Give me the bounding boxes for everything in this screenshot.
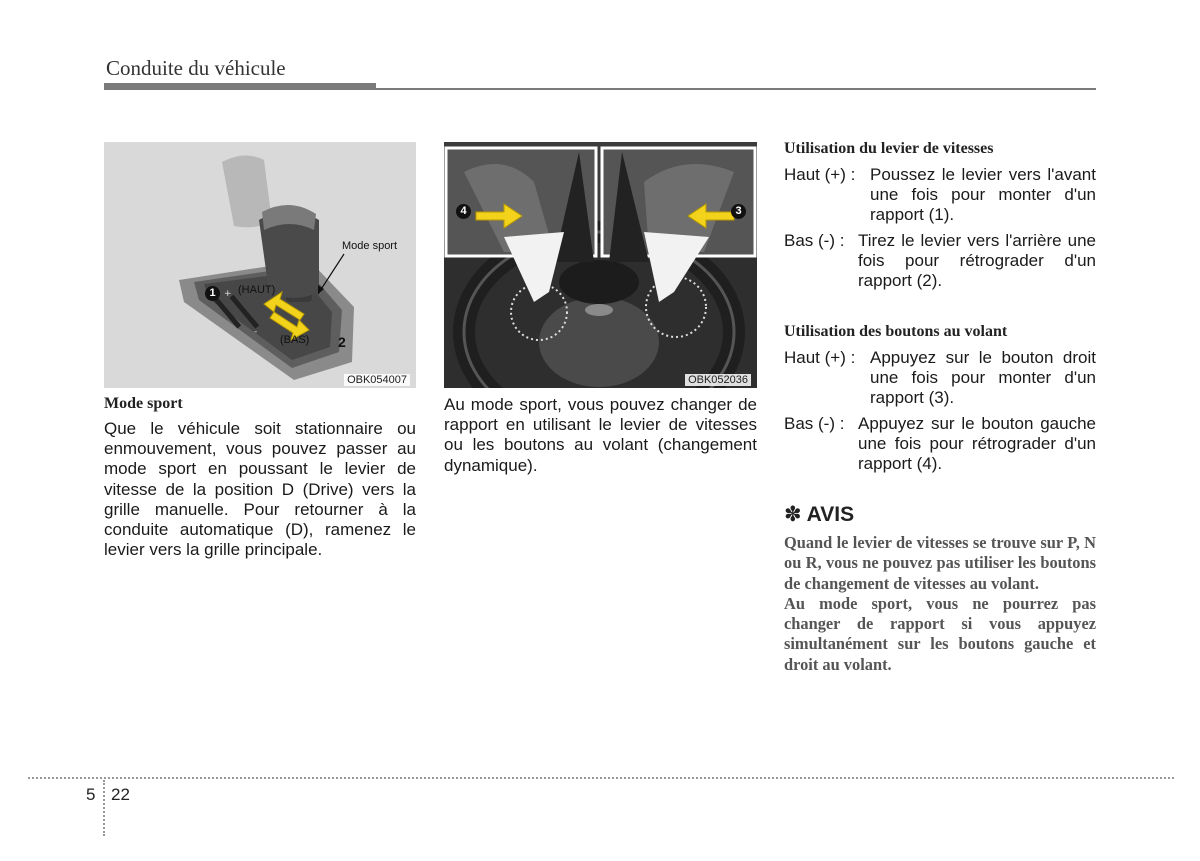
definition-term: Bas (-) :	[784, 414, 845, 433]
mode-sport-callout: Mode sport	[342, 240, 398, 252]
gear-lever-drawing	[104, 142, 416, 388]
notice-paragraph: Au mode sport, vous ne pourrez pas changer de rapport si vous appuyez simultanément sur les boutons gauche et droit au volant.	[784, 593, 1096, 674]
notice-title	[784, 502, 854, 527]
wheel-buttons-heading: Utilisation des boutons au volant	[784, 323, 1008, 340]
header-rule-thick	[104, 83, 376, 90]
definition-description: Poussez le levier vers l'avant une fois pour monter d'un rapport (1).	[870, 165, 1096, 225]
svg-text:-: -	[254, 327, 258, 337]
page-number: 22	[111, 785, 130, 804]
callout-number-4: 4	[456, 204, 471, 219]
header-rule-thin	[376, 88, 1096, 90]
mode-sport-heading: Mode sport	[104, 395, 183, 412]
footer-dotted-divider	[103, 780, 105, 836]
svg-text:+: +	[224, 289, 232, 299]
notice-label: AVIS	[806, 503, 855, 526]
bas-callout: (BAS)	[280, 334, 310, 346]
notice-body	[784, 533, 1096, 675]
figure-code: OBK052036	[685, 374, 751, 386]
haut-callout: (HAUT)	[238, 284, 276, 296]
lever-down-definition	[784, 231, 1096, 293]
wheel-up-definition	[784, 348, 1096, 410]
sport-mode-shift-paragraph: Au mode sport, vous pouvez changer de rapport en utilisant le levier de vitesses ou les boutons au volant (changement dynamique).	[444, 395, 757, 475]
figure-code: OBK054007	[344, 374, 410, 386]
definition-term: Haut (+) :	[784, 165, 856, 184]
definition-description: Tirez le levier vers l'arrière une fois pour rétrograder d'un rapport (2).	[858, 231, 1096, 291]
steering-wheel-illustration	[444, 142, 757, 388]
definition-description: Appuyez sur le bouton droit une fois pour monter d'un rapport (3).	[870, 348, 1096, 408]
footer-dotted-rule	[28, 777, 1174, 779]
steering-wheel-drawing	[444, 142, 757, 388]
chapter-title: Conduite du véhicule	[106, 56, 286, 80]
lever-up-definition	[784, 165, 1096, 227]
mode-sport-paragraph: Que le véhicule soit stationnaire ou enmouvement, vous pouvez passer au mode sport en poussant le levier de vitesse de la position D (Drive) vers la grille manuelle. Pour retourner à la conduite automatique (D), ramenez le levier vers la grille principale.	[104, 419, 416, 560]
section-number: 5	[86, 785, 96, 804]
definition-term: Bas (-) :	[784, 231, 845, 250]
definition-description: Appuyez sur le bouton gauche une fois pour rétrograder d'un rapport (4).	[858, 414, 1096, 474]
callout-number-3: 3	[731, 204, 746, 219]
lever-usage-heading: Utilisation du levier de vitesses	[784, 140, 994, 157]
wheel-down-definition	[784, 414, 1096, 476]
callout-number-2: 2	[338, 334, 346, 350]
notice-paragraph: Quand le levier de vitesses se trouve sur P, N ou R, vous ne pouvez pas utiliser les boutons de changement de vitesses au volant.	[784, 533, 1096, 593]
callout-number-1: 1	[205, 286, 220, 301]
definition-term: Haut (+) :	[784, 348, 856, 367]
notice-icon: ✽	[784, 503, 802, 526]
gear-lever-illustration	[104, 142, 416, 388]
